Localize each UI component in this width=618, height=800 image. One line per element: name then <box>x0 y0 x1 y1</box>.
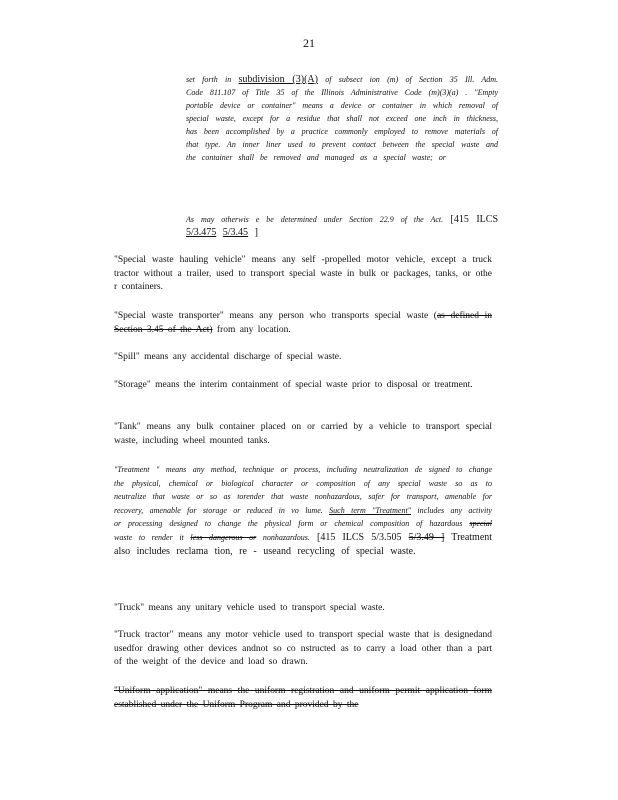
text-segment: from any location. <box>212 324 291 335</box>
text-segment: waste to render it <box>114 532 191 542</box>
definition-spill <box>114 351 492 365</box>
definition-special-waste-hauling-vehicle <box>114 254 492 295</box>
text-segment: "Truck tractor" means any motor vehicle used to transport special waste that is designedand usedfor drawing other devices andnot so co nstructed as to carry a load other than a part of the weight of the device and load so drawn. <box>114 630 492 667</box>
text-segment: "Special waste hauling vehicle" means any self -propelled motor vehicle, except a truck tractor without a trailer, used to transport special waste in bulk or packages, tanks, or othe r containers. <box>114 255 492 292</box>
text-segment: includes any activity or processing designed to change the physical form or chemical composition of hazardous <box>114 505 492 529</box>
text-segment: as defined in Section 3.45 of the Act) <box>114 311 492 335</box>
text-segment: ] <box>248 227 258 238</box>
definition-storage <box>114 379 492 393</box>
text-segment: [415 ILCS <box>443 214 499 225</box>
text-segment: "Special waste transporter" means any person who transports special waste ( <box>114 311 437 321</box>
text-segment: "Treatment " means any method, technique or process, including neutralization de signed to change the physical, chemical or biological character or composition of any special waste so as to neutralize that waste or so as torender that waste nonhazardous, safer for transport, amenable for recovery, amenable for storage or reduced in vo lume. <box>114 465 492 515</box>
definition-treatment <box>114 463 492 558</box>
definition-tank <box>114 421 492 448</box>
page-number: 21 <box>303 36 315 50</box>
text-segment: less dangerous or <box>190 532 257 542</box>
text-segment: As may otherwis e be determined under Section 22.9 of the Act. <box>186 215 444 224</box>
text-segment: of subsect ion (m) of Section 35 Ill. Adm. Code 811.107 of Title 35 of the Illinois Administrative Code (m)(3)(a) . "Empty portable device or container" means a device or container in which removal of special waste, except for a residue that shall not exceed one inch in thickness, has been accomplished by a practice commonly employed to remove materials of that type. An inner liner used to prevent contact between the special waste and the container shall be removed and managed as a special waste; or <box>186 75 498 162</box>
text-segment: 5/3.45 <box>222 227 249 238</box>
text-segment: "Storage" means the interim containment of special waste prior to disposal or treatment. <box>114 380 473 390</box>
definition-truck <box>114 602 492 616</box>
text-segment: 5/3.49 ] <box>408 531 445 543</box>
definition-empty-portable-device <box>186 73 498 164</box>
text-segment: "Uniform application" means the uniform registration and uniform permit application form established under the Uniform Program and provided by the <box>114 686 492 710</box>
text-segment: "Tank" means any bulk container placed on or carried by a vehicle to transport special waste, including wheel mounted tanks. <box>114 422 492 446</box>
text-segment: "Truck" means any unitary vehicle used to transport special waste. <box>114 603 385 613</box>
text-segment: 5/3.475 <box>186 227 217 238</box>
text-segment: set forth in <box>186 75 239 84</box>
text-segment: Such term "Treatment" <box>329 505 412 515</box>
statutory-citation-as-may-otherwise <box>186 213 498 239</box>
definition-uniform-application <box>114 685 492 712</box>
text-segment: Treatment also includes reclama tion, re - useand recycling of special waste. <box>114 531 493 557</box>
text-segment: "Spill" means any accidental discharge of special waste. <box>114 352 342 362</box>
text-segment: nonhazardous. <box>256 532 310 542</box>
text-segment: [415 ILCS 5/3.505 <box>309 531 409 543</box>
definition-special-waste-transporter <box>114 310 492 337</box>
text-segment: special <box>469 519 492 529</box>
text-segment: subdivision (3)(A) <box>238 74 318 85</box>
definition-truck-tractor <box>114 629 492 670</box>
